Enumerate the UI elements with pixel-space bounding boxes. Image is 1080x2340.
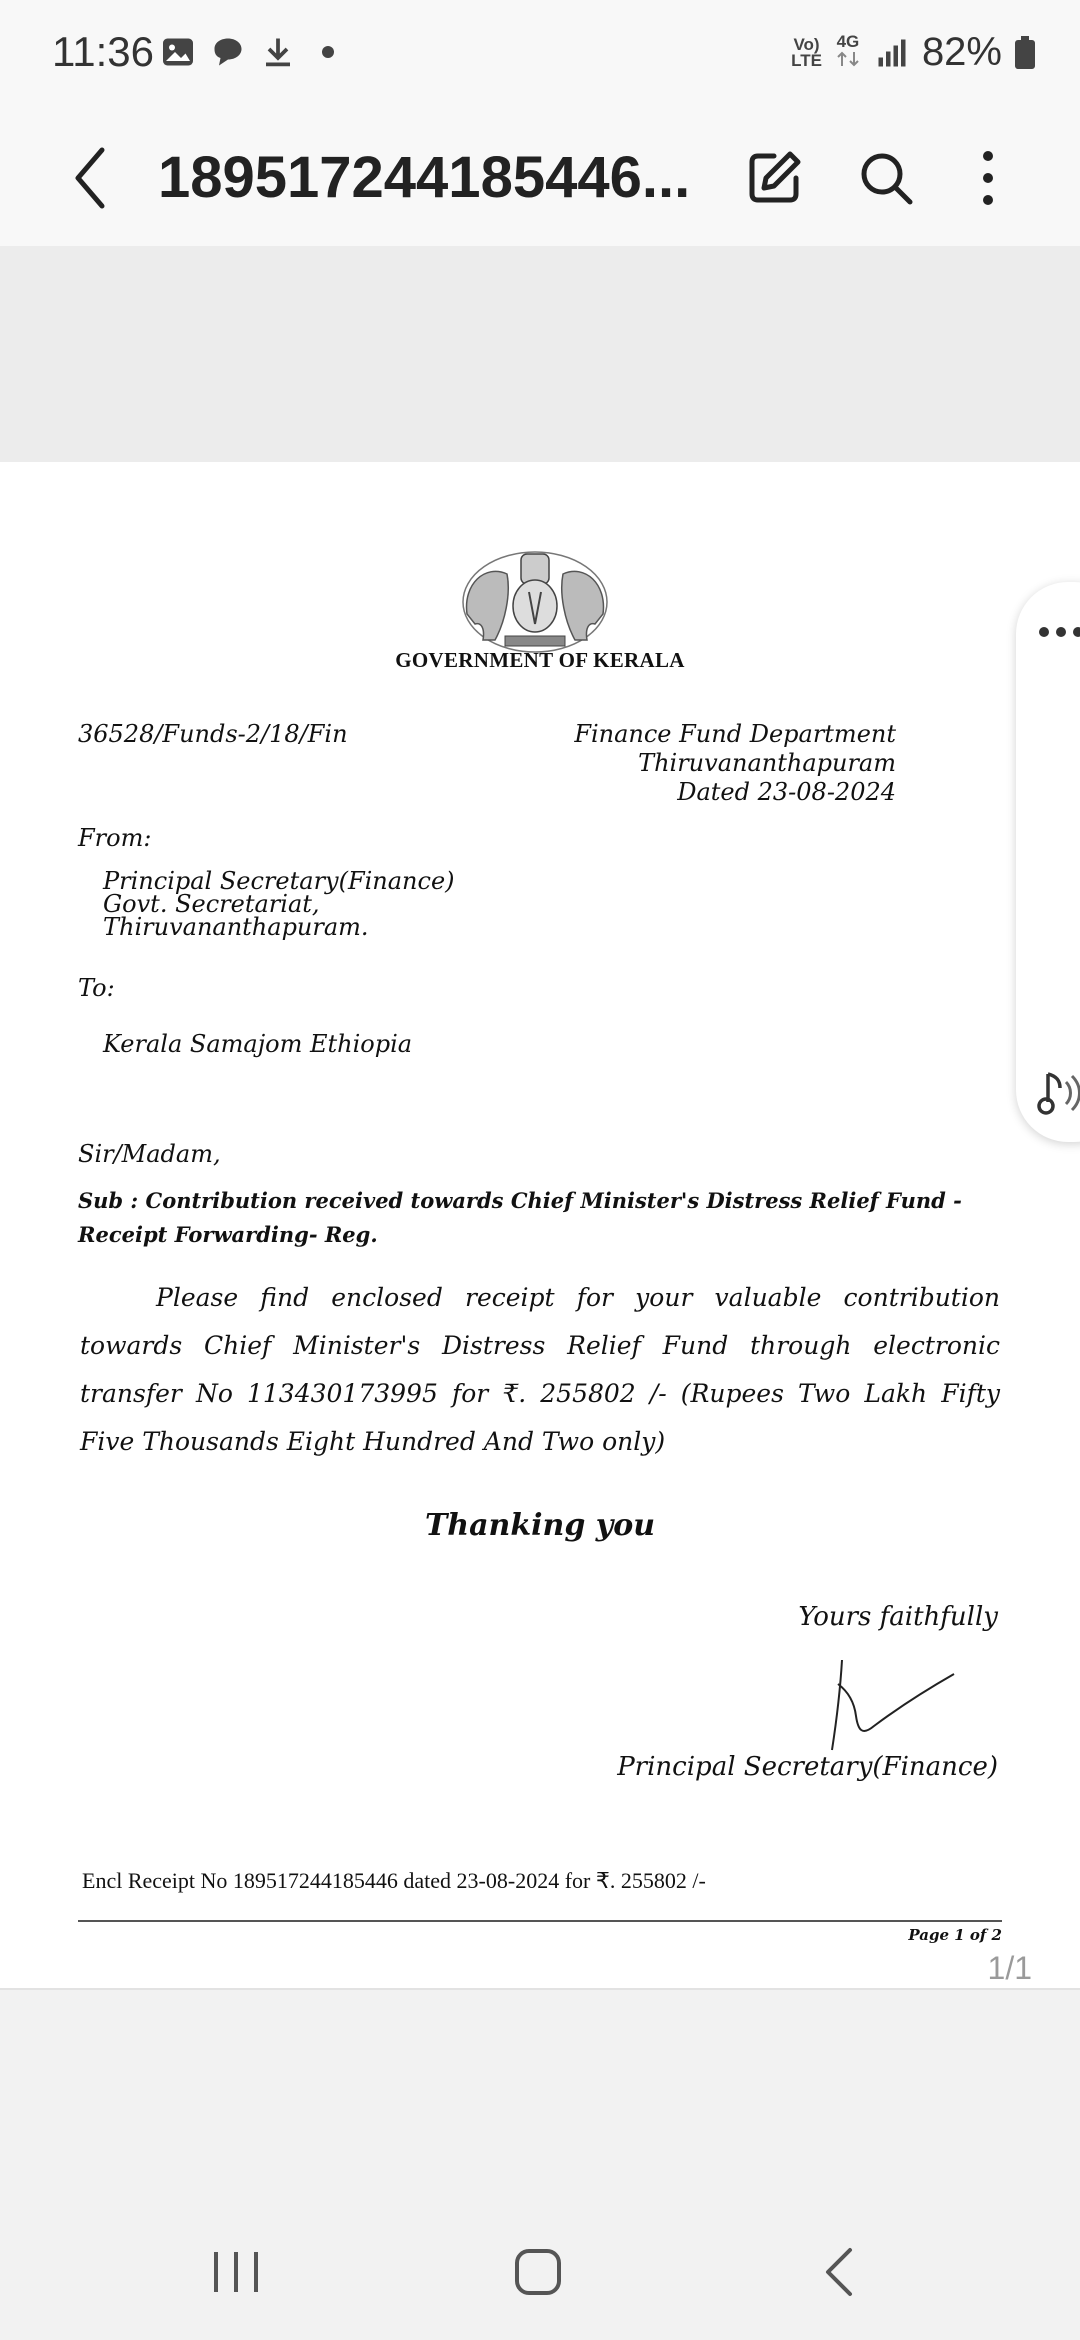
from-line-3: Thiruvananthapuram.: [103, 913, 369, 941]
body-paragraph: Please find enclosed receipt for your valuable contribution towards Chief Minister's Distress Relief Fund through electronic transfer No 113430173995 for ₹. 255802 /- (Rupees Two Lakh Fifty Five Thousands Eight Hundred And Two only): [80, 1283, 1000, 1456]
from-line-1: Principal Secretary(Finance): [103, 867, 455, 895]
kerala-emblem: [455, 544, 615, 654]
signature-image: [822, 1654, 960, 1754]
document-header: GOVERNMENT OF KERALA: [395, 648, 685, 672]
recipient-name: Kerala Samajom Ethiopia: [103, 1030, 413, 1058]
thanks-line: Thanking you: [424, 1508, 656, 1543]
page-footer-number: Page 1 of 2: [908, 1926, 1002, 1944]
floating-side-panel[interactable]: [1016, 582, 1080, 1142]
page-counter: 1/1: [987, 1950, 1032, 1986]
letter-date: Dated 23-08-2024: [677, 778, 896, 806]
chat-icon: [210, 34, 246, 70]
viewer-top-gap: [0, 246, 1080, 462]
battery-percent: 82%: [921, 30, 1002, 74]
notification-icons: [160, 34, 346, 70]
edit-icon: [744, 148, 804, 208]
salutation: Sir/Madam,: [78, 1140, 221, 1168]
enclosure-line: Encl Receipt No 189517244185446 dated 23-08-2024 for ₹. 255802 /-: [82, 1868, 706, 1893]
download-icon: [260, 34, 296, 70]
footer-divider: [78, 1920, 1002, 1922]
gallery-icon: [160, 34, 196, 70]
signal-icon: [874, 35, 910, 71]
more-horiz-icon[interactable]: [1036, 620, 1080, 644]
data-indicator: 4G: [834, 34, 862, 71]
department-city: Thiruvananthapuram: [638, 749, 896, 777]
from-line-2: Govt. Secretariat,: [103, 890, 320, 918]
document-title: 189517244185446...: [158, 145, 691, 210]
more-options-button[interactable]: [948, 138, 1028, 218]
status-bar: [0, 0, 1080, 110]
dot-icon: [310, 34, 346, 70]
closing-line: Yours faithfully: [798, 1602, 998, 1632]
back-arrow-icon[interactable]: [62, 140, 118, 216]
department-name: Finance Fund Department: [574, 720, 896, 748]
from-address: [103, 867, 455, 941]
more-vert-icon: [978, 148, 998, 208]
department-block: [574, 720, 896, 807]
from-label: From:: [78, 824, 152, 852]
subject-line: Sub : Contribution received towards Chief Minister's Distress Relief Fund - Receipt Forwarding- Reg.: [78, 1188, 962, 1247]
volte-indicator: Vo) LTE: [791, 34, 822, 70]
system-icons: [791, 30, 1036, 75]
reference-number: 36528/Funds-2/18/Fin: [78, 720, 348, 748]
nav-back-icon[interactable]: [800, 2240, 880, 2304]
status-time: 11:36: [52, 28, 154, 75]
search-button[interactable]: [846, 138, 926, 218]
app-bar: [0, 110, 1080, 246]
home-icon[interactable]: [498, 2240, 578, 2304]
recents-icon[interactable]: [196, 2240, 276, 2304]
search-icon: [856, 148, 916, 208]
text-to-speech-icon[interactable]: [1034, 1068, 1080, 1118]
edit-button[interactable]: [734, 138, 814, 218]
to-label: To:: [78, 974, 115, 1002]
document-page[interactable]: [0, 462, 1080, 1988]
signer-title: Principal Secretary(Finance): [617, 1752, 998, 1782]
data-arrows-icon: [834, 50, 862, 68]
battery-icon: [1014, 36, 1036, 70]
